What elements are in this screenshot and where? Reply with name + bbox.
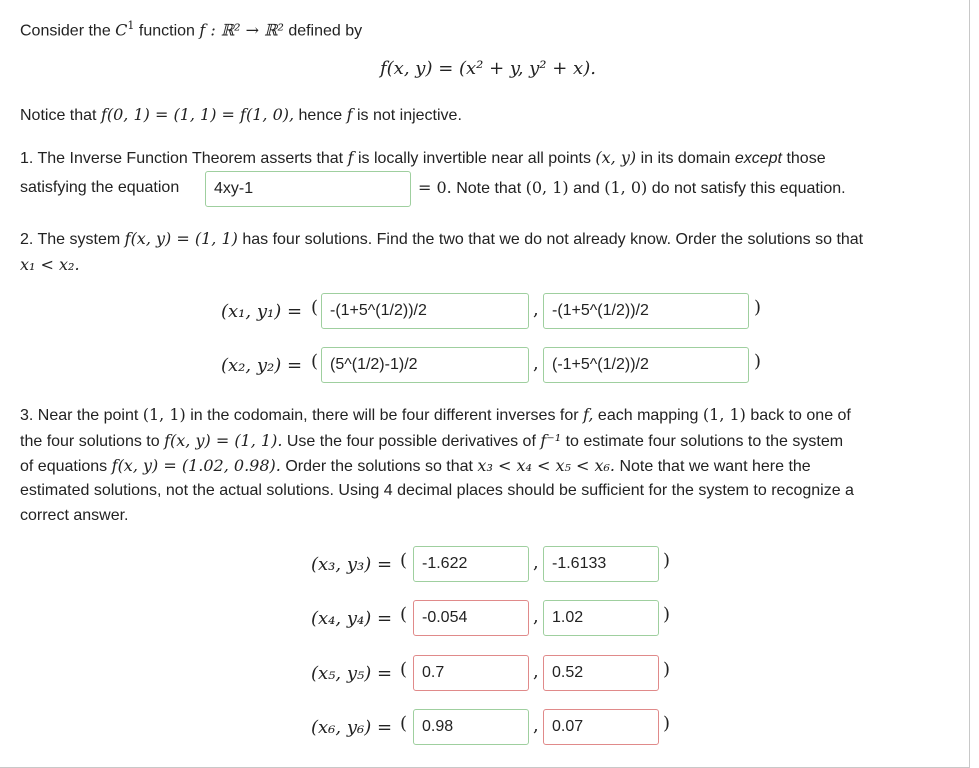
part2-y2-input[interactable]: (-1+5^(1/2))/2 [543, 347, 749, 383]
part3-y3-input[interactable]: -1.6133 [543, 546, 659, 582]
part1-text-d: those [786, 150, 826, 167]
part1-text-b: is locally invertible near all points [357, 150, 591, 167]
notice-text-b: hence [298, 107, 343, 124]
part3-row3-open: ( [400, 550, 408, 571]
intro-line [20, 13, 362, 44]
part1-except: except [734, 150, 782, 167]
notice-f: f [346, 105, 353, 124]
part3-line2 [20, 428, 843, 455]
part2-eq: f(x, y) = (1, 1) [124, 229, 238, 248]
part3-row4-close: ) [663, 604, 671, 625]
part3-x6-input[interactable]: 0.98 [413, 709, 529, 745]
part2-row1-open: ( [311, 297, 319, 318]
part3-row3-close: ) [663, 550, 671, 571]
part3-text-c: each mapping [597, 407, 699, 424]
part3-row4-open: ( [400, 604, 408, 625]
part3-text-f: Use the four possible derivatives of [286, 433, 536, 450]
part1-point2: (1, 0) [604, 178, 648, 197]
intro-class: C [115, 20, 128, 40]
part2-line1 [20, 226, 863, 253]
part3-f: f, [583, 405, 594, 424]
part2-row1-label: (x₁, y₁) = [221, 301, 303, 322]
part3-text-a: 3. Near the point [20, 407, 139, 424]
part3-text-e: the four solutions to [20, 433, 160, 450]
part2-row2-open: ( [311, 351, 319, 372]
part3-eq: f(x, y) = (1, 1). [164, 431, 283, 450]
part3-y4-input[interactable]: 1.02 [543, 600, 659, 636]
part3-row3-label: (x₃, y₃) = [311, 554, 393, 575]
part3-text-j: Note that we want here the [619, 458, 811, 475]
part3-order: x₃ < x₄ < x₅ < x₆. [477, 456, 615, 475]
part3-x4-input[interactable]: -0.054 [413, 600, 529, 636]
part2-row2-close: ) [754, 351, 762, 372]
part1-point1: (0, 1) [525, 178, 569, 197]
notice-text-c: is not injective. [356, 107, 462, 124]
part2-row2-label: (x₂, y₂) = [221, 355, 303, 376]
part1-line2-label: satisfying the equation [20, 179, 180, 196]
part1-text-c: in its domain [640, 150, 731, 167]
part1-text-a: 1. The Inverse Function Theorem asserts that [20, 150, 344, 167]
part3-finv: f⁻¹ [540, 431, 562, 450]
part3-x3-input[interactable]: -1.622 [413, 546, 529, 582]
part3-row4-label: (x₄, y₄) = [311, 608, 393, 629]
part3-row5-label: (x₅, y₅) = [311, 663, 393, 684]
part2-x2-input[interactable]: (5^(1/2)-1)/2 [321, 347, 529, 383]
part3-row5-comma: , [533, 661, 539, 682]
part3-text-b: in the codomain, there will be four different inverses for [190, 407, 579, 424]
part3-line5: correct answer. [20, 507, 129, 524]
part3-x5-input[interactable]: 0.7 [413, 655, 529, 691]
part3-row5-open: ( [400, 659, 408, 680]
part3-y5-input[interactable]: 0.52 [543, 655, 659, 691]
part1-xy: (x, y) [595, 148, 637, 167]
part1-and: and [573, 180, 600, 197]
part1-f: f [347, 148, 354, 167]
intro-prefix: Consider the [20, 22, 111, 40]
part3-row6-open: ( [400, 713, 408, 734]
function-definition: f(x, y) = (x² + y, y² + x). [380, 58, 596, 79]
part3-text-g: to estimate four solutions to the system [565, 433, 844, 450]
part3-line3 [20, 453, 811, 480]
part3-eq2: f(x, y) = (1.02, 0.98). [111, 456, 281, 475]
part3-row6-label: (x₆, y₆) = [311, 717, 393, 738]
part2-text-a: 2. The system [20, 231, 121, 248]
intro-class-sup: 1 [127, 19, 135, 32]
notice-text-a: Notice that [20, 107, 97, 124]
part1-text-end: do not satisfy this equation. [651, 180, 846, 197]
part2-row2-comma: , [533, 353, 539, 374]
part3-row6-close: ) [663, 713, 671, 734]
part3-text-i: Order the solutions so that [285, 458, 473, 475]
part1-equation-input[interactable]: 4xy-1 [205, 171, 411, 207]
part3-row6-comma: , [533, 715, 539, 736]
part3-line4: estimated solutions, not the actual solutions. Using 4 decimal places should be sufficient for the system to recognize a [20, 482, 854, 499]
intro-map: f : ℝ² → ℝ² [199, 20, 284, 40]
part2-row1-close: ) [754, 297, 762, 318]
part1-eq-zero: = 0. [418, 178, 452, 197]
part3-text-d: back to one of [750, 407, 851, 424]
part2-row1-comma: , [533, 299, 539, 320]
part2-x1-input[interactable]: -(1+5^(1/2))/2 [321, 293, 529, 329]
part3-row4-comma: , [533, 606, 539, 627]
part2-order: x₁ < x₂. [20, 255, 80, 274]
part2-y1-input[interactable]: -(1+5^(1/2))/2 [543, 293, 749, 329]
part1-line1 [20, 145, 826, 172]
part3-line1 [20, 402, 851, 429]
intro-function-word: function [138, 22, 195, 40]
part3-text-h: of equations [20, 458, 108, 475]
part3-row5-close: ) [663, 659, 671, 680]
part1-line2-rest [418, 175, 846, 202]
intro-suffix: defined by [288, 22, 363, 40]
part2-text-b: has four solutions. Find the two that we do not already know. Order the solutions so that [242, 231, 864, 248]
part3-point: (1, 1) [142, 405, 186, 424]
part3-point2: (1, 1) [702, 405, 746, 424]
part1-note: Note that [456, 180, 522, 197]
notice-eq: f(0, 1) = (1, 1) = f(1, 0), [100, 105, 295, 124]
part3-row3-comma: , [533, 552, 539, 573]
part3-y6-input[interactable]: 0.07 [543, 709, 659, 745]
notice-line [20, 102, 462, 129]
